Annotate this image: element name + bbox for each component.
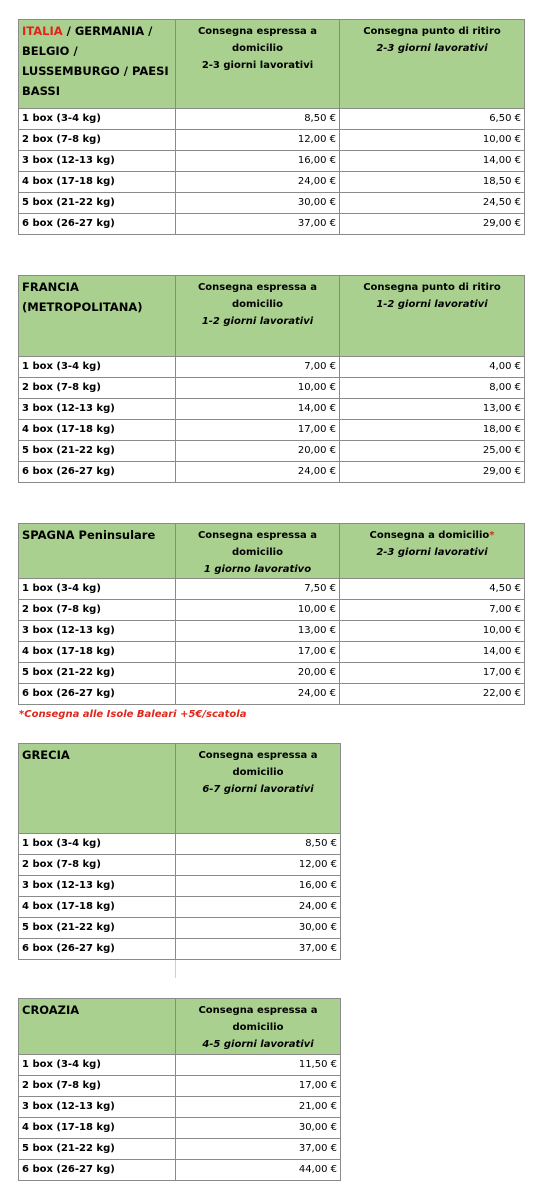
box-weight-label: 4 box (17-18 kg) bbox=[19, 172, 176, 193]
express-price: 13,00 € bbox=[176, 621, 340, 642]
box-weight-label: 6 box (26-27 kg) bbox=[19, 214, 176, 235]
table-row bbox=[19, 1076, 341, 1097]
box-weight-label: 4 box (17-18 kg) bbox=[19, 642, 176, 663]
table-row bbox=[19, 172, 525, 193]
express-price: 30,00 € bbox=[176, 918, 341, 939]
express-price: 17,00 € bbox=[176, 420, 340, 441]
table-row bbox=[19, 939, 341, 960]
box-weight-label: 3 box (12-13 kg) bbox=[19, 399, 176, 420]
box-weight-label: 4 box (17-18 kg) bbox=[19, 897, 176, 918]
express-price: 24,00 € bbox=[176, 172, 340, 193]
box-weight-label: 5 box (21-22 kg) bbox=[19, 441, 176, 462]
second-service-price: 29,00 € bbox=[340, 462, 525, 483]
table-row bbox=[19, 1139, 341, 1160]
table-row bbox=[19, 193, 525, 214]
table-row bbox=[19, 1055, 341, 1076]
table-row bbox=[19, 876, 341, 897]
country-header: GRECIA bbox=[19, 744, 176, 834]
express-price: 20,00 € bbox=[176, 441, 340, 462]
box-weight-label: 6 box (26-27 kg) bbox=[19, 1160, 176, 1181]
express-price: 12,00 € bbox=[176, 130, 340, 151]
express-price: 11,50 € bbox=[176, 1055, 341, 1076]
box-weight-label: 3 box (12-13 kg) bbox=[19, 1097, 176, 1118]
table-row bbox=[19, 621, 525, 642]
box-weight-label: 2 box (7-8 kg) bbox=[19, 855, 176, 876]
baleari-note: *Consegna alle Isole Baleari +5€/scatola bbox=[19, 709, 247, 720]
box-weight-label: 4 box (17-18 kg) bbox=[19, 420, 176, 441]
second-service-price: 24,50 € bbox=[340, 193, 525, 214]
second-service-price: 13,00 € bbox=[340, 399, 525, 420]
table-row bbox=[19, 130, 525, 151]
express-price: 10,00 € bbox=[176, 378, 340, 399]
second-service-price: 6,50 € bbox=[340, 109, 525, 130]
express-price: 16,00 € bbox=[176, 151, 340, 172]
express-price: 30,00 € bbox=[176, 1118, 341, 1139]
box-weight-label: 6 box (26-27 kg) bbox=[19, 462, 176, 483]
table-row bbox=[19, 897, 341, 918]
box-weight-label: 5 box (21-22 kg) bbox=[19, 663, 176, 684]
table-row bbox=[19, 214, 525, 235]
table-row bbox=[19, 109, 525, 130]
express-price: 14,00 € bbox=[176, 399, 340, 420]
express-price: 21,00 € bbox=[176, 1097, 341, 1118]
pickup-point-header: Consegna punto di ritiro 1-2 giorni lavorativi bbox=[340, 276, 525, 357]
express-price: 17,00 € bbox=[176, 1076, 341, 1097]
express-price: 12,00 € bbox=[176, 855, 341, 876]
second-service-price: 25,00 € bbox=[340, 441, 525, 462]
box-weight-label: 1 box (3-4 kg) bbox=[19, 834, 176, 855]
box-weight-label: 2 box (7-8 kg) bbox=[19, 600, 176, 621]
box-weight-label: 5 box (21-22 kg) bbox=[19, 918, 176, 939]
second-service-price: 7,00 € bbox=[340, 600, 525, 621]
express-delivery-header: Consegna espressa a domicilio 1-2 giorni lavorativi bbox=[176, 276, 340, 357]
pickup-point-header: Consegna punto di ritiro 2-3 giorni lavorativi bbox=[340, 20, 525, 109]
second-service-price: 29,00 € bbox=[340, 214, 525, 235]
express-price: 37,00 € bbox=[176, 214, 340, 235]
table-row bbox=[19, 579, 525, 600]
country-header: CROAZIA bbox=[19, 999, 176, 1055]
box-weight-label: 4 box (17-18 kg) bbox=[19, 1118, 176, 1139]
express-price: 30,00 € bbox=[176, 193, 340, 214]
shipping-table-francia bbox=[18, 275, 525, 483]
express-price: 37,00 € bbox=[176, 939, 341, 960]
table-row bbox=[19, 1118, 341, 1139]
home-delivery-header: Consegna a domicilio* 2-3 giorni lavorativi bbox=[340, 524, 525, 579]
shipping-table-spagna bbox=[18, 523, 525, 705]
box-weight-label: 5 box (21-22 kg) bbox=[19, 1139, 176, 1160]
shipping-table-croazia bbox=[18, 998, 341, 1181]
second-service-price: 4,00 € bbox=[340, 357, 525, 378]
second-service-price: 10,00 € bbox=[340, 621, 525, 642]
second-service-price: 10,00 € bbox=[340, 130, 525, 151]
express-price: 10,00 € bbox=[176, 600, 340, 621]
express-price: 20,00 € bbox=[176, 663, 340, 684]
express-price: 8,50 € bbox=[176, 834, 341, 855]
second-service-price: 18,50 € bbox=[340, 172, 525, 193]
box-weight-label: 2 box (7-8 kg) bbox=[19, 130, 176, 151]
table-row bbox=[19, 642, 525, 663]
table-row bbox=[19, 834, 341, 855]
box-weight-label: 1 box (3-4 kg) bbox=[19, 109, 176, 130]
box-weight-label: 5 box (21-22 kg) bbox=[19, 193, 176, 214]
express-price: 24,00 € bbox=[176, 462, 340, 483]
table-row bbox=[19, 1160, 341, 1181]
second-service-price: 14,00 € bbox=[340, 642, 525, 663]
box-weight-label: 3 box (12-13 kg) bbox=[19, 621, 176, 642]
express-price: 37,00 € bbox=[176, 1139, 341, 1160]
express-price: 7,50 € bbox=[176, 579, 340, 600]
table-row bbox=[19, 399, 525, 420]
box-weight-label: 6 box (26-27 kg) bbox=[19, 939, 176, 960]
box-weight-label: 2 box (7-8 kg) bbox=[19, 378, 176, 399]
box-weight-label: 2 box (7-8 kg) bbox=[19, 1076, 176, 1097]
table-row bbox=[19, 378, 525, 399]
table-row bbox=[19, 1097, 341, 1118]
express-price: 7,00 € bbox=[176, 357, 340, 378]
divider-line bbox=[175, 960, 176, 978]
asterisk-mark: * bbox=[489, 530, 495, 541]
box-weight-label: 6 box (26-27 kg) bbox=[19, 684, 176, 705]
second-service-price: 22,00 € bbox=[340, 684, 525, 705]
express-price: 17,00 € bbox=[176, 642, 340, 663]
second-service-price: 14,00 € bbox=[340, 151, 525, 172]
shipping-table-italia bbox=[18, 19, 525, 235]
table-row bbox=[19, 855, 341, 876]
country-header: ITALIA / GERMANIA / BELGIO / LUSSEMBURGO / PAESI BASSI bbox=[19, 20, 176, 109]
table-row bbox=[19, 420, 525, 441]
table-row bbox=[19, 918, 341, 939]
table-row bbox=[19, 357, 525, 378]
second-service-price: 17,00 € bbox=[340, 663, 525, 684]
table-row bbox=[19, 151, 525, 172]
country-header: SPAGNA Peninsulare bbox=[19, 524, 176, 579]
express-price: 24,00 € bbox=[176, 684, 340, 705]
box-weight-label: 1 box (3-4 kg) bbox=[19, 357, 176, 378]
express-price: 8,50 € bbox=[176, 109, 340, 130]
second-service-price: 8,00 € bbox=[340, 378, 525, 399]
country-header: FRANCIA (METROPOLITANA) bbox=[19, 276, 176, 357]
second-service-price: 18,00 € bbox=[340, 420, 525, 441]
box-weight-label: 1 box (3-4 kg) bbox=[19, 579, 176, 600]
table-row bbox=[19, 600, 525, 621]
box-weight-label: 3 box (12-13 kg) bbox=[19, 876, 176, 897]
express-price: 16,00 € bbox=[176, 876, 341, 897]
table-row bbox=[19, 441, 525, 462]
box-weight-label: 1 box (3-4 kg) bbox=[19, 1055, 176, 1076]
box-weight-label: 3 box (12-13 kg) bbox=[19, 151, 176, 172]
express-delivery-header: Consegna espressa a domicilio 1 giorno lavorativo bbox=[176, 524, 340, 579]
express-delivery-header: Consegna espressa a domicilio 4-5 giorni lavorativi bbox=[176, 999, 341, 1055]
shipping-table-grecia bbox=[18, 743, 341, 960]
express-delivery-header: Consegna espressa a domicilio 6-7 giorni lavorativi bbox=[176, 744, 341, 834]
table-row bbox=[19, 462, 525, 483]
second-service-price: 4,50 € bbox=[340, 579, 525, 600]
express-delivery-header: Consegna espressa a domicilio 2-3 giorni lavorativi bbox=[176, 20, 340, 109]
express-price: 44,00 € bbox=[176, 1160, 341, 1181]
table-row bbox=[19, 684, 525, 705]
express-price: 24,00 € bbox=[176, 897, 341, 918]
table-row bbox=[19, 663, 525, 684]
